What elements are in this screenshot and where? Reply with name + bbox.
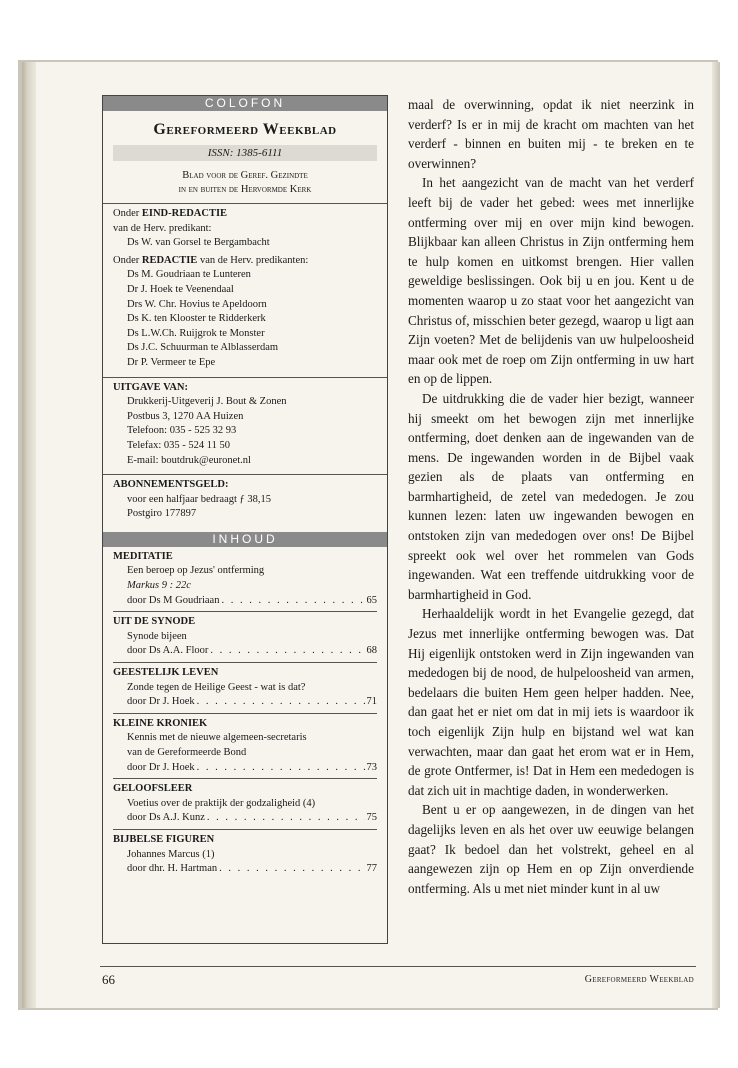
toc-page-number: 77 (366, 863, 377, 875)
toc-bible-reference: Markus 9 : 22c (127, 580, 191, 592)
redactie-member: Dr J. Hoek te Veenendaal (127, 283, 234, 295)
subtitle-line-2: in en buiten de Hervormde Kerk (178, 184, 312, 195)
redactie-heading (113, 254, 377, 269)
toc-author: door dhr. H. Hartman (127, 863, 218, 875)
subtitle-line-1: Blad voor de Geref. Gezindte (182, 170, 308, 181)
redactie-prefix: Onder (113, 254, 142, 266)
abonnement-line-2: Postgiro 177897 (127, 508, 197, 520)
abonnement-label: ABONNEMENTSGELD: (113, 479, 229, 491)
toc-page-number: 65 (366, 594, 377, 606)
eind-redactie-line-2: Ds W. van Gorsel te Bergambacht (127, 237, 270, 249)
toc-author: door Ds M Goudriaan (127, 594, 220, 606)
inhoud-band: INHOUD (103, 532, 387, 547)
toc-author-line (113, 594, 377, 609)
toc-article-title: Zonde tegen de Heilige Geest - wat is dat? (127, 681, 306, 693)
toc-entry (113, 547, 377, 612)
eind-redactie-line-1: van de Herv. predikant: (113, 222, 212, 234)
table-of-contents (103, 547, 387, 880)
redactie-member: Ds K. ten Klooster te Ridderkerk (127, 313, 266, 325)
toc-author: door Dr J. Hoek (127, 696, 195, 708)
redactie-suffix: van de Herv. predikanten: (197, 254, 309, 266)
toc-leader-dots (210, 644, 364, 659)
article-paragraph: maal de overwinning, opdat ik niet neerzink in verderf? Is er in mij de kracht om machten van het verderf - binnen en buiten mij - te breken en te overwinnen? (408, 97, 694, 171)
abonnement-line-1: voor een halfjaar bedraagt ƒ 38,15 (127, 493, 272, 505)
toc-entry (113, 663, 377, 714)
uitgave-label: UITGAVE VAN: (113, 381, 188, 393)
redactie-member: Dr P. Vermeer te Epe (127, 356, 216, 368)
toc-article-title: Johannes Marcus (1) (127, 848, 215, 860)
article-column (408, 95, 694, 898)
uitgave-line: Postbus 3, 1270 AA Huizen (127, 410, 244, 422)
issn: ISSN: 1385-6111 (113, 145, 377, 161)
toc-entry (113, 830, 377, 880)
eind-redactie-prefix: Onder (113, 208, 142, 219)
uitgave-line: Telefax: 035 - 524 11 50 (127, 439, 230, 451)
redactie-member: Drs W. Chr. Hovius te Apeldoorn (127, 298, 267, 310)
toc-page-number: 73 (366, 761, 377, 773)
uitgave-section (103, 378, 387, 471)
toc-author-line (113, 862, 377, 877)
footer-title: Gereformeerd Weekblad (584, 974, 694, 985)
toc-article-title: Synode bijeen (127, 630, 187, 642)
toc-heading: MEDITATIE (113, 550, 173, 562)
magazine-title: Gereformeerd Weekblad (153, 121, 337, 138)
toc-author: door Ds A.A. Floor (127, 645, 209, 657)
colofon-band: COLOFON (103, 96, 387, 111)
toc-heading: GELOOFSLEER (113, 783, 193, 795)
uitgave-email: E-mail: boutdruk@euronet.nl (127, 454, 251, 466)
article-paragraph: In het aangezicht van de macht van het verderf leeft bij de vader het gebed: wees met innerlijke ontferming over mij en over mijn kind bewogen. Blijkbaar kan alleen Christus in Zijn ontferming hem te hulp komen en uitkomst brengen. Hier vallen geweldige beslissingen. Ook bij u en jou. Kent u de momenten waarop u zo staat voor het aangezicht van Christus of, misschien beter gezegd, waarop u ligt aan Zijn voeten? Met de belijdenis van uw hulpeloosheid maar ook met de roep om Zijn ontferming in uw hart en op de lippen. (408, 175, 694, 387)
toc-leader-dots (207, 811, 365, 826)
toc-article-title: Kennis met de nieuwe algemeen-secretaris (127, 732, 307, 744)
toc-author: door Dr J. Hoek (127, 761, 195, 773)
abonnement-section (103, 475, 387, 524)
toc-article-title: Een beroep op Jezus' ontferming (127, 565, 265, 577)
redactie-member: Ds L.W.Ch. Ruijgrok te Monster (127, 327, 265, 339)
toc-page-number: 75 (366, 812, 377, 824)
toc-author-line (113, 695, 377, 710)
page-edge-right (712, 62, 720, 1008)
redactie-label: REDACTIE (141, 254, 198, 266)
toc-entry (113, 714, 377, 779)
uitgave-line: Drukkerij-Uitgeverij J. Bout & Zonen (127, 396, 287, 408)
toc-author-line (113, 811, 377, 826)
toc-leader-dots (197, 695, 365, 710)
toc-heading: UIT DE SYNODE (113, 616, 196, 628)
toc-heading: KLEINE KRONIEK (113, 717, 208, 729)
toc-heading: GEESTELIJK LEVEN (113, 667, 219, 679)
toc-page-number: 71 (366, 696, 377, 708)
toc-heading: BIJBELSE FIGUREN (113, 833, 215, 845)
eind-redactie-heading (113, 207, 377, 222)
redactie-list (113, 268, 377, 370)
colofon-box (102, 95, 388, 944)
eind-redactie-label: EIND-REDACTIE (141, 208, 228, 219)
article-paragraph: Bent u er op aangewezen, in de dingen van het dagelijks leven en als het over uw eeuwige belangen gaat? Ik bedoel dan het volstrekt, geheel en al aangewezen zijn op Hem en op Zijn onverdiende ontferming. Als u met niet minder kunt in al uw (408, 802, 694, 896)
toc-author-line (113, 644, 377, 659)
toc-author-line (113, 761, 377, 776)
toc-article-title: van de Gereformeerde Bond (127, 747, 247, 758)
toc-leader-dots (221, 594, 364, 609)
uitgave-line: Telefoon: 035 - 525 32 93 (127, 425, 237, 437)
toc-leader-dots (219, 862, 364, 877)
toc-entry (113, 612, 377, 663)
colofon-subtitle (103, 169, 387, 197)
toc-article-title: Voetius over de praktijk der godzaligheid (4) (127, 797, 316, 809)
redactie-section (103, 253, 387, 373)
redactie-member: Ds M. Goudriaan te Lunteren (127, 269, 251, 281)
page-number: 66 (102, 972, 115, 987)
toc-entry (113, 779, 377, 830)
toc-author: door Ds A.J. Kunz (127, 812, 205, 824)
article-paragraph: De uitdrukking die de vader hier bezigt, wanneer hij smeekt om het bewogen zijn met innerlijke ontferming, doet denken aan de ingewanden van de mens. De ingewanden worden in de Bijbel vaak gezien als de plaats van ontferming en barmhartigheid, de zetel van mededogen. Je zou kunnen lezen: laten uw ingewanden bewogen en ontstoken zijn van mededogen over ons! De Bijbel spreekt ook wel over het rommelen van Gods ingewanden. Wat een treffende uitdrukking voor de barmhartigheid in God. (408, 390, 694, 602)
eind-redactie-section (103, 204, 387, 253)
redactie-member: Ds J.C. Schuurman te Alblasserdam (127, 342, 279, 354)
toc-leader-dots (197, 761, 365, 776)
toc-page-number: 68 (366, 645, 377, 657)
article-paragraph: Herhaaldelijk wordt in het Evangelie gezegd, dat Jezus met innerlijke ontferming bewogen was. Dat Hij eigenlijk ontstoken werd in Zijn ingewanden van mededogen bij de nood, de hulpeloosheid van armen, bedelaars die buiten Hem geen helper hadden. Nee, dan gaat het er niet om dat in mij iets is waardoor ik toch eigenlijk Zijn hulp en bijstand wel wat kan verwachten, maar dan gaat het erom wat er in Hem, de grote Ontfermer, is! Dat in Hem een mededogen is dat zich uit in machtige daden, in wonderwerken. (408, 606, 694, 798)
footer-rule (100, 966, 696, 967)
page-edge-left (22, 62, 36, 1008)
